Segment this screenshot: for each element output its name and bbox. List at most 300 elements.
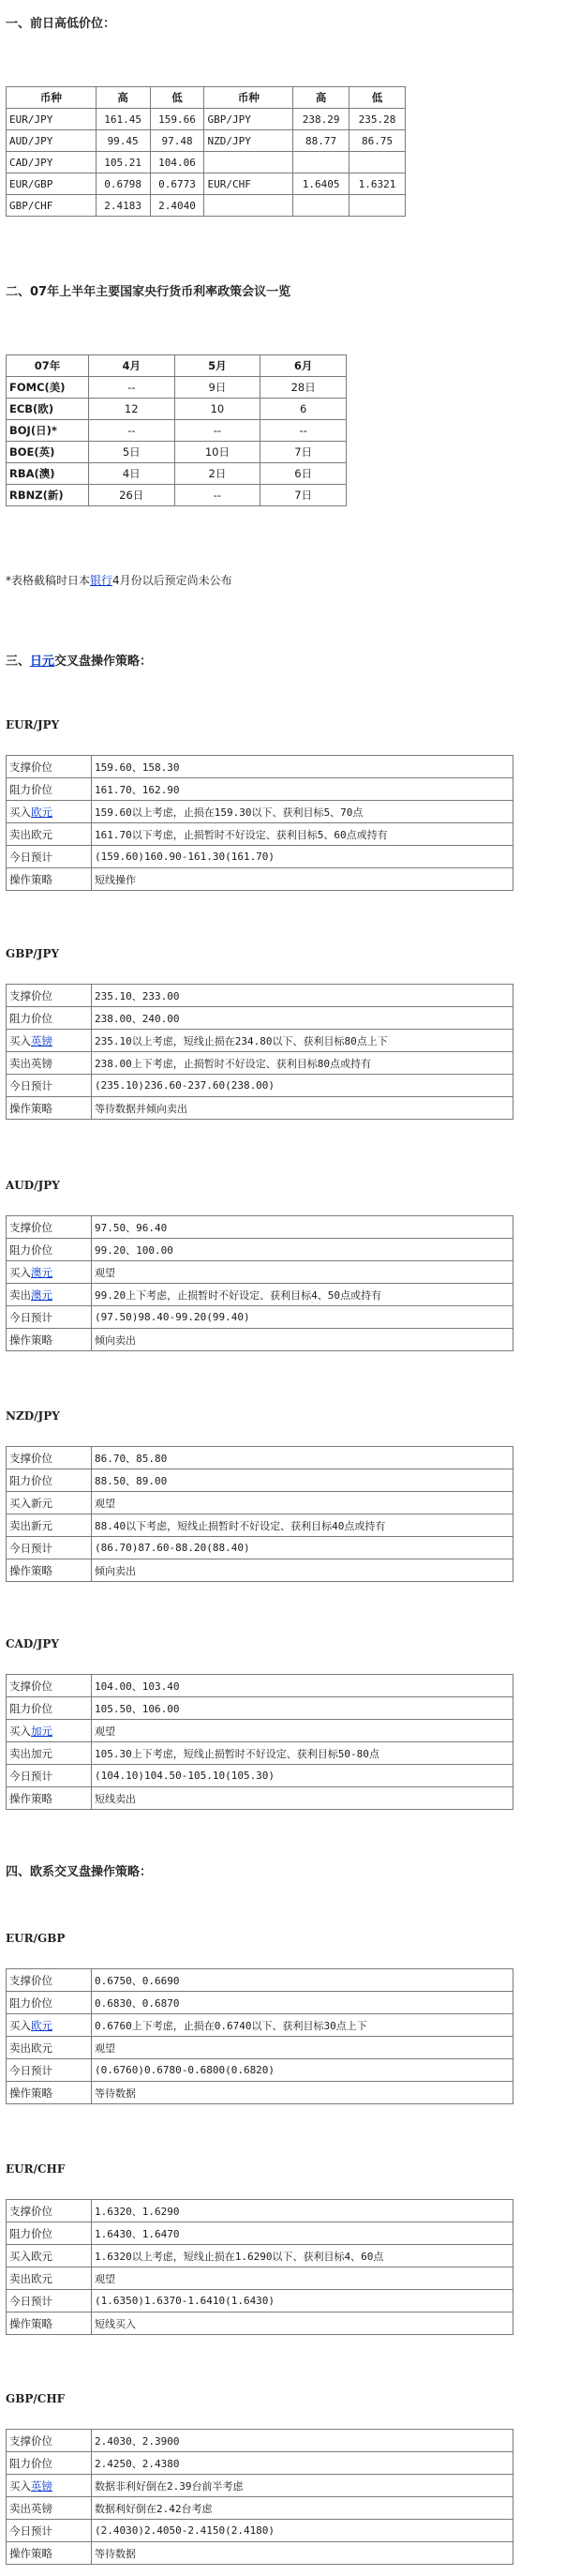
table-row (7, 2014, 513, 2037)
pair-title: NZD/JPY (6, 1409, 60, 1423)
row-label (7, 1559, 92, 1582)
row-label (7, 2430, 92, 2452)
section-title-central-bank-meetings: 二、07年上半年主要国家央行货币利率政策会议一览 (6, 285, 291, 299)
table-row (7, 801, 513, 823)
table-cell: 12 (88, 399, 174, 420)
table-cell: 28日 (260, 377, 347, 399)
row-label-text: 今日预计 (9, 850, 52, 864)
table-cell: 4日 (88, 463, 174, 485)
row-label-text: 操作策略 (9, 2086, 52, 2100)
table-row (7, 756, 513, 778)
row-value: 观望 (92, 2267, 513, 2290)
row-value: (0.6760)0.6780-0.6800(0.6820) (92, 2059, 513, 2082)
column-header: 币种 (7, 87, 97, 109)
table-cell (204, 152, 293, 173)
table-row (7, 2312, 513, 2335)
table-cell: FOMC(美) (7, 377, 89, 399)
row-label-text: 阻力价位 (9, 1243, 52, 1257)
table-row (7, 1239, 513, 1261)
row-label-text: 阻力价位 (9, 782, 52, 796)
row-label (7, 2312, 92, 2335)
row-label (7, 801, 92, 823)
row-label-text: 阻力价位 (9, 2226, 52, 2240)
column-header: 5月 (174, 355, 260, 377)
row-value: 238.00、240.00 (92, 1007, 513, 1030)
row-value: 159.60、158.30 (92, 756, 513, 778)
table-cell: 2.4183 (96, 195, 150, 217)
row-value: 235.10、233.00 (92, 985, 513, 1007)
table-cell (293, 195, 349, 217)
row-label (7, 1514, 92, 1537)
row-value: 等待数据 (92, 2082, 513, 2104)
table-cell (293, 152, 349, 173)
table-cell: BOE(英) (7, 442, 89, 463)
row-label-text: 今日预计 (9, 1769, 52, 1783)
table-row (7, 846, 513, 868)
table-row (7, 868, 513, 891)
table-cell: 86.75 (349, 130, 406, 152)
row-label (7, 1030, 92, 1052)
row-label (7, 1306, 92, 1329)
table-cell: 104.06 (150, 152, 204, 173)
table-cell: EUR/JPY (7, 109, 97, 130)
strategy-table (6, 1215, 513, 1351)
row-label (7, 2037, 92, 2059)
table-row (7, 109, 406, 130)
table-cell: 5日 (88, 442, 174, 463)
table-cell: 235.28 (349, 109, 406, 130)
table-row (7, 2452, 513, 2475)
currency-link[interactable]: 英镑 (31, 1033, 52, 1047)
row-label-text: 支撑价位 (9, 1679, 52, 1693)
table-cell: 7日 (260, 442, 347, 463)
table-row (7, 1675, 513, 1697)
row-label (7, 2542, 92, 2565)
table-row (7, 2290, 513, 2312)
table-row (7, 377, 347, 399)
row-label-text: 卖出英镑 (9, 2501, 52, 2515)
row-label-text: 阻力价位 (9, 1996, 52, 2010)
row-label-text: 操作策略 (9, 2316, 52, 2330)
table-row (7, 823, 513, 846)
table-row (7, 195, 406, 217)
row-label-text: 今日预计 (9, 2294, 52, 2308)
table-cell: 2日 (174, 463, 260, 485)
table-row (7, 1742, 513, 1765)
row-value: 观望 (92, 1720, 513, 1742)
row-value: 倾向卖出 (92, 1329, 513, 1351)
table-cell: 159.66 (150, 109, 204, 130)
row-label-text: 卖出 (9, 1288, 31, 1302)
row-label-text: 阻力价位 (9, 1473, 52, 1487)
row-label (7, 2267, 92, 2290)
row-label-text: 卖出加元 (9, 1746, 52, 1760)
table-row (7, 1469, 513, 1492)
table-header-row (7, 87, 406, 109)
table-cell: 1.6321 (349, 173, 406, 195)
section-title-yen-crosses (6, 651, 152, 669)
strategy-table (6, 1968, 513, 2104)
table-row (7, 2475, 513, 2497)
row-value: 97.50、96.40 (92, 1216, 513, 1239)
table-cell: GBP/JPY (204, 109, 293, 130)
row-label-text: 卖出欧元 (9, 827, 52, 841)
row-value: 1.6320以上考虑，短线止损在1.6290以下、获利目标4、60点 (92, 2245, 513, 2267)
table-cell: -- (88, 420, 174, 442)
row-value: 短线买入 (92, 2312, 513, 2335)
table-cell: 0.6773 (150, 173, 204, 195)
table-cell: 97.48 (150, 130, 204, 152)
row-label-text: 买入新元 (9, 1496, 52, 1510)
row-label-text: 买入 (9, 1724, 31, 1738)
row-label (7, 1447, 92, 1469)
row-label-text: 支撑价位 (9, 2433, 52, 2448)
row-value: (97.50)98.40-99.20(99.40) (92, 1306, 513, 1329)
row-value: 161.70以下考虑，止损暂时不好设定、获利目标5、60点或持有 (92, 823, 513, 846)
table-cell: -- (88, 377, 174, 399)
row-value: (104.10)104.50-105.10(105.30) (92, 1765, 513, 1787)
strategy-table (6, 1446, 513, 1582)
row-label-text: 操作策略 (9, 872, 52, 886)
column-header: 6月 (260, 355, 347, 377)
row-label (7, 868, 92, 891)
table-row (7, 1697, 513, 1720)
row-label (7, 1992, 92, 2014)
row-label-text: 支撑价位 (9, 760, 52, 774)
row-value: 0.6830、0.6870 (92, 1992, 513, 2014)
table-row (7, 1992, 513, 2014)
row-label-text: 操作策略 (9, 1101, 52, 1115)
strategy-table (6, 755, 513, 891)
row-label (7, 1075, 92, 1097)
table-row (7, 1329, 513, 1351)
row-label-text: 买入 (9, 805, 31, 819)
row-label-text: 支撑价位 (9, 1451, 52, 1465)
table-cell (349, 152, 406, 173)
section-title-text: 三、 (6, 655, 31, 669)
row-value: 短线卖出 (92, 1787, 513, 1810)
row-label-text: 今日预计 (9, 1078, 52, 1092)
row-value: 等待数据并倾向卖出 (92, 1097, 513, 1120)
row-label-text: 支撑价位 (9, 1220, 52, 1234)
row-value: 159.60以上考虑，止损在159.30以下、获利目标5、70点 (92, 801, 513, 823)
table-row (7, 2059, 513, 2082)
table-cell: 10日 (174, 442, 260, 463)
table-row (7, 2267, 513, 2290)
table-row (7, 2222, 513, 2245)
high-low-table (6, 86, 406, 217)
row-value: 88.50、89.00 (92, 1469, 513, 1492)
row-value: (2.4030)2.4050-2.4150(2.4180) (92, 2520, 513, 2542)
row-value: 86.70、85.80 (92, 1447, 513, 1469)
table-cell: -- (260, 420, 347, 442)
row-label (7, 2290, 92, 2312)
row-label (7, 1329, 92, 1351)
row-label-text: 卖出欧元 (9, 2271, 52, 2285)
strategy-table (6, 984, 513, 1120)
table-row (7, 1216, 513, 1239)
footnote-text: *表格截稿时日本 (6, 574, 91, 587)
currency-link[interactable]: 澳元 (31, 1288, 52, 1302)
table-row (7, 2542, 513, 2565)
row-label-text: 操作策略 (9, 1791, 52, 1805)
column-header: 低 (150, 87, 204, 109)
table-cell: CAD/JPY (7, 152, 97, 173)
section-link-yen[interactable]: 日元 (30, 655, 55, 669)
row-label (7, 1765, 92, 1787)
table-row (7, 1559, 513, 1582)
table-row (7, 2037, 513, 2059)
row-label-text: 卖出英镑 (9, 1056, 52, 1070)
table-row (7, 1720, 513, 1742)
row-label-text: 阻力价位 (9, 1011, 52, 1025)
row-value: 88.40以下考虑，短线止损暂时不好设定、获利目标40点或持有 (92, 1514, 513, 1537)
table-row (7, 1261, 513, 1284)
currency-link[interactable]: 加元 (31, 1724, 52, 1738)
table-row (7, 463, 347, 485)
row-value: 238.00上下考虑，止损暂时不好设定、获利目标80点或持有 (92, 1052, 513, 1075)
row-value: 等待数据 (92, 2542, 513, 2565)
table-cell: 26日 (88, 485, 174, 506)
footnote-link-bank[interactable]: 银行 (90, 574, 113, 587)
row-label (7, 1097, 92, 1120)
table-cell: 6 (260, 399, 347, 420)
table-cell: 238.29 (293, 109, 349, 130)
row-value: 99.20、100.00 (92, 1239, 513, 1261)
row-label (7, 1052, 92, 1075)
row-label (7, 823, 92, 846)
table-row (7, 1097, 513, 1120)
table-cell: 10 (174, 399, 260, 420)
table-cell: 0.6798 (96, 173, 150, 195)
row-value: 161.70、162.90 (92, 778, 513, 801)
table-cell: GBP/CHF (7, 195, 97, 217)
row-label (7, 1492, 92, 1514)
row-value: 数据利好倒在2.42台考虑 (92, 2497, 513, 2520)
row-label-text: 支撑价位 (9, 2204, 52, 2218)
pair-title: GBP/CHF (6, 2392, 66, 2405)
row-value: 105.50、106.00 (92, 1697, 513, 1720)
row-value: (86.70)87.60-88.20(88.40) (92, 1537, 513, 1559)
table-row (7, 2082, 513, 2104)
section-title-previous-high-low: 一、前日高低价位： (6, 17, 116, 31)
row-label-text: 买入 (9, 2018, 31, 2032)
row-label-text: 操作策略 (9, 1563, 52, 1577)
row-value: 2.4250、2.4380 (92, 2452, 513, 2475)
row-value: 短线操作 (92, 868, 513, 891)
table-cell: 99.45 (96, 130, 150, 152)
table-cell: 161.45 (96, 109, 150, 130)
row-label-text: 卖出新元 (9, 1518, 52, 1532)
table-row (7, 173, 406, 195)
strategy-table (6, 2199, 513, 2335)
row-label (7, 2475, 92, 2497)
table-row (7, 1306, 513, 1329)
strategy-table (6, 1674, 513, 1810)
row-label (7, 2497, 92, 2520)
row-label (7, 1787, 92, 1810)
table-cell: BOJ(日)* (7, 420, 89, 442)
row-value: 1.6430、1.6470 (92, 2222, 513, 2245)
row-label (7, 1697, 92, 1720)
row-label-text: 支撑价位 (9, 988, 52, 1002)
table-cell: 2.4040 (150, 195, 204, 217)
table-row (7, 2245, 513, 2267)
row-value: 倾向卖出 (92, 1559, 513, 1582)
pair-title: EUR/CHF (6, 2162, 66, 2176)
central-bank-meeting-table (6, 354, 347, 506)
table-row (7, 2520, 513, 2542)
table-row (7, 152, 406, 173)
row-label (7, 2082, 92, 2104)
table-row (7, 1492, 513, 1514)
row-value: 0.6760上下考虑，止损在0.6740以下、获利目标30点上下 (92, 2014, 513, 2037)
table-cell: 105.21 (96, 152, 150, 173)
row-label (7, 2520, 92, 2542)
row-value: 观望 (92, 1492, 513, 1514)
table-cell: RBA(澳) (7, 463, 89, 485)
table-row (7, 399, 347, 420)
row-label (7, 1216, 92, 1239)
row-value: 105.30上下考虑，短线止损暂时不好设定、获利目标50-80点 (92, 1742, 513, 1765)
table-cell: 9日 (174, 377, 260, 399)
table-cell: 88.77 (293, 130, 349, 152)
row-label-text: 今日预计 (9, 2523, 52, 2538)
table-cell: EUR/GBP (7, 173, 97, 195)
pair-title: EUR/JPY (6, 718, 60, 731)
row-value: (159.60)160.90-161.30(161.70) (92, 846, 513, 868)
table-row (7, 1537, 513, 1559)
row-label-text: 买入 (9, 2478, 31, 2493)
row-label-text: 卖出欧元 (9, 2041, 52, 2055)
row-label-text: 操作策略 (9, 1333, 52, 1347)
row-label (7, 2059, 92, 2082)
table-cell: EUR/CHF (204, 173, 293, 195)
row-label-text: 支撑价位 (9, 1973, 52, 1987)
currency-link[interactable]: 欧元 (31, 2018, 52, 2032)
footnote (6, 572, 232, 588)
table-cell: -- (174, 420, 260, 442)
table-row (7, 1007, 513, 1030)
pair-title: CAD/JPY (6, 1637, 59, 1650)
row-value: 235.10以上考虑，短线止损在234.80以下、获利目标80点上下 (92, 1030, 513, 1052)
table-row (7, 1787, 513, 1810)
table-row (7, 420, 347, 442)
row-label-text: 买入欧元 (9, 2249, 52, 2263)
table-cell: 7日 (260, 485, 347, 506)
row-value: 1.6320、1.6290 (92, 2200, 513, 2222)
table-row (7, 2497, 513, 2520)
table-cell: NZD/JPY (204, 130, 293, 152)
table-cell: 6日 (260, 463, 347, 485)
row-value: 2.4030、2.3900 (92, 2430, 513, 2452)
row-label (7, 846, 92, 868)
column-header: 低 (349, 87, 406, 109)
currency-link[interactable]: 欧元 (31, 805, 52, 819)
row-label-text: 今日预计 (9, 2063, 52, 2077)
row-value: 99.20上下考虑，止损暂时不好设定、获利目标4、50点或持有 (92, 1284, 513, 1306)
section-title-euro-crosses: 四、欧系交叉盘操作策略： (6, 1865, 153, 1879)
row-label (7, 1261, 92, 1284)
row-label-text: 买入 (9, 1033, 31, 1047)
row-label (7, 2452, 92, 2475)
row-label (7, 1469, 92, 1492)
table-cell: -- (174, 485, 260, 506)
table-header-row (7, 355, 347, 377)
table-cell (349, 195, 406, 217)
row-label-text: 买入 (9, 1265, 31, 1279)
footnote-text: 4月份以后预定尚未公布 (112, 574, 232, 587)
currency-link[interactable]: 英镑 (31, 2478, 52, 2493)
table-row (7, 485, 347, 506)
row-label (7, 1742, 92, 1765)
row-value: (1.6350)1.6370-1.6410(1.6430) (92, 2290, 513, 2312)
row-label-text: 操作策略 (9, 2546, 52, 2560)
table-cell (204, 195, 293, 217)
pair-title: EUR/GBP (6, 1932, 66, 1945)
table-row (7, 130, 406, 152)
column-header: 高 (96, 87, 150, 109)
table-row (7, 1765, 513, 1787)
table-cell: ECB(欧) (7, 399, 89, 420)
pair-title: GBP/JPY (6, 947, 60, 960)
strategy-table (6, 2429, 513, 2565)
table-row (7, 442, 347, 463)
row-label (7, 2245, 92, 2267)
table-row (7, 1075, 513, 1097)
table-row (7, 1447, 513, 1469)
row-value: 观望 (92, 1261, 513, 1284)
row-value: 观望 (92, 2037, 513, 2059)
row-label (7, 1675, 92, 1697)
table-row (7, 2430, 513, 2452)
table-row (7, 2200, 513, 2222)
row-label (7, 1969, 92, 1992)
row-value: (235.10)236.60-237.60(238.00) (92, 1075, 513, 1097)
row-label (7, 756, 92, 778)
row-label-text: 今日预计 (9, 1310, 52, 1324)
table-cell: 1.6405 (293, 173, 349, 195)
row-value: 104.00、103.40 (92, 1675, 513, 1697)
section-title-text: 交叉盘操作策略： (54, 655, 153, 669)
row-label-text: 阻力价位 (9, 2456, 52, 2470)
table-row (7, 1030, 513, 1052)
row-label (7, 2222, 92, 2245)
row-label (7, 985, 92, 1007)
table-row (7, 1284, 513, 1306)
table-row (7, 1969, 513, 1992)
pair-title: AUD/JPY (6, 1179, 60, 1192)
table-row (7, 1514, 513, 1537)
row-label (7, 1284, 92, 1306)
currency-link[interactable]: 澳元 (31, 1265, 52, 1279)
row-label (7, 2014, 92, 2037)
row-label (7, 2200, 92, 2222)
row-label-text: 阻力价位 (9, 1701, 52, 1715)
row-value: 数据非利好倒在2.39台前半考虑 (92, 2475, 513, 2497)
table-row (7, 778, 513, 801)
row-value: 0.6750、0.6690 (92, 1969, 513, 1992)
column-header: 高 (293, 87, 349, 109)
table-row (7, 1052, 513, 1075)
table-cell: RBNZ(新) (7, 485, 89, 506)
column-header: 07年 (7, 355, 89, 377)
table-cell: AUD/JPY (7, 130, 97, 152)
row-label (7, 1239, 92, 1261)
row-label (7, 1007, 92, 1030)
column-header: 4月 (88, 355, 174, 377)
row-label (7, 1720, 92, 1742)
